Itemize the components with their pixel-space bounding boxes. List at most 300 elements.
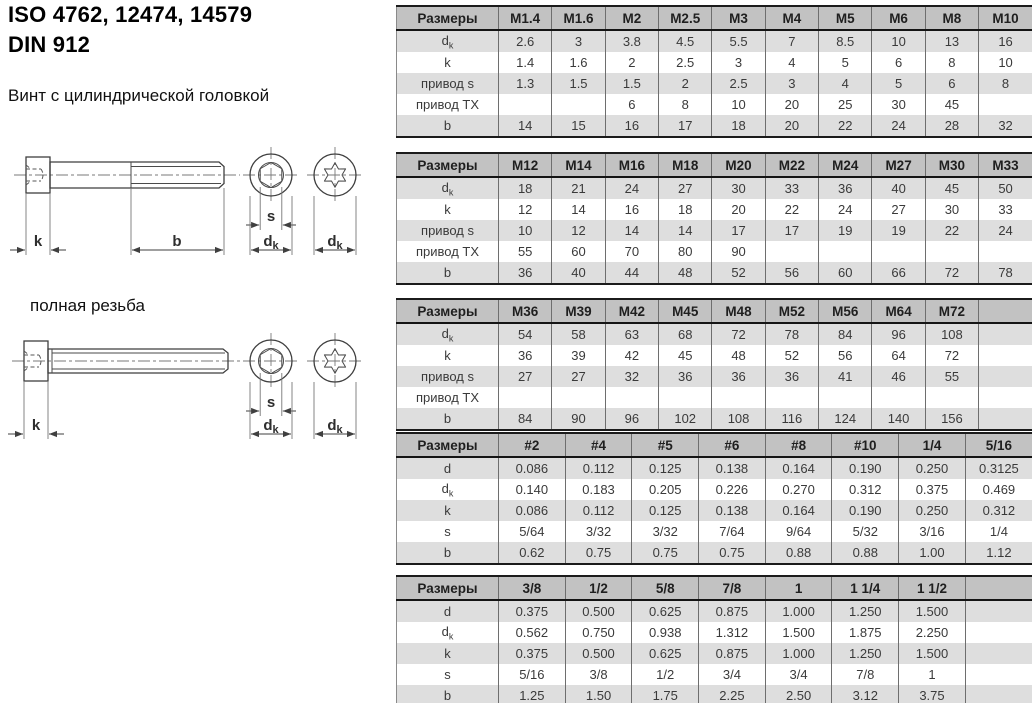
row-label: $d_k$ <box>441 623 454 642</box>
header-row <box>397 153 1033 177</box>
value-cell: 19 <box>872 220 925 241</box>
value-cell: 3/4 <box>765 664 832 685</box>
value-cell: 1.4 <box>499 52 552 73</box>
value-cell: 1.500 <box>899 643 966 664</box>
value-cell <box>712 387 765 408</box>
table-row <box>397 685 1033 703</box>
value-cell: 19 <box>819 220 872 241</box>
value-cell: 2.50 <box>765 685 832 703</box>
table-row <box>397 366 1033 387</box>
table-row <box>397 52 1033 73</box>
value-cell: 40 <box>552 262 605 284</box>
row-label: k <box>397 643 499 664</box>
value-cell: 3.12 <box>832 685 899 703</box>
value-cell: 2 <box>605 52 658 73</box>
value-cell: 36 <box>499 345 552 366</box>
value-cell: 1.00 <box>899 542 966 564</box>
size-col-header: #2 <box>499 433 566 457</box>
row-label: d <box>397 600 499 622</box>
table-row <box>397 542 1033 564</box>
dim-label-dk: $d_k$ <box>327 417 343 436</box>
dimensions-col-header: Размеры <box>397 6 499 30</box>
value-cell: 18 <box>712 115 765 137</box>
row-label: $d_k$ <box>397 323 499 345</box>
value-cell: 7/64 <box>699 521 766 542</box>
value-cell: 1.500 <box>765 622 832 643</box>
value-cell: 156 <box>925 408 978 430</box>
value-cell: 28 <box>925 115 978 137</box>
value-cell: 18 <box>499 177 552 199</box>
value-cell: 3/32 <box>565 521 632 542</box>
value-cell: 18 <box>659 199 712 220</box>
size-col-header: M27 <box>872 153 925 177</box>
value-cell: 14 <box>552 199 605 220</box>
size-col-header: 1 1/2 <box>899 576 966 600</box>
value-cell: 0.125 <box>632 500 699 521</box>
value-cell: 72 <box>925 345 978 366</box>
value-cell: 90 <box>552 408 605 430</box>
value-cell: 68 <box>659 323 712 345</box>
row-label: k <box>444 348 451 363</box>
value-cell <box>965 600 1032 622</box>
value-cell <box>499 94 552 115</box>
value-cell: 27 <box>499 366 552 387</box>
size-col-header: M10 <box>979 6 1032 30</box>
value-cell: 42 <box>605 345 658 366</box>
value-cell: 16 <box>605 199 658 220</box>
value-cell: 0.205 <box>632 479 699 500</box>
size-col-header: M2 <box>605 6 658 30</box>
value-cell: 0.938 <box>632 622 699 643</box>
value-cell: 0.875 <box>699 600 766 622</box>
value-cell: 96 <box>605 408 658 430</box>
value-cell: 30 <box>712 177 765 199</box>
dimension-table-4 <box>396 432 1032 565</box>
value-cell: 1.75 <box>632 685 699 703</box>
value-cell: 5.5 <box>712 30 765 52</box>
value-cell: 8 <box>659 94 712 115</box>
row-label: k <box>397 500 499 521</box>
tables-region <box>396 0 1033 703</box>
row-label: d <box>397 457 499 479</box>
value-cell: 1.50 <box>565 685 632 703</box>
size-col-header: #6 <box>699 433 766 457</box>
value-cell: 3.8 <box>605 30 658 52</box>
table-row <box>397 500 1033 521</box>
table-row <box>397 600 1033 622</box>
size-col-header: M2.5 <box>659 6 712 30</box>
value-cell: 41 <box>819 366 872 387</box>
size-col-header: 5/8 <box>632 576 699 600</box>
hex-socket-end-view <box>243 333 299 439</box>
dimensions-col-header: Размеры <box>397 153 499 177</box>
dim-label-s: s <box>266 208 276 225</box>
row-label: $d_k$ <box>441 480 454 499</box>
value-cell: 116 <box>765 408 818 430</box>
value-cell <box>872 387 925 408</box>
size-col-header: M36 <box>499 299 552 323</box>
value-cell: 22 <box>925 220 978 241</box>
value-cell: 2.6 <box>499 30 552 52</box>
value-cell: 12 <box>499 199 552 220</box>
value-cell: 45 <box>925 177 978 199</box>
table-row <box>397 30 1033 52</box>
value-cell: 84 <box>499 408 552 430</box>
size-col-header: M8 <box>925 6 978 30</box>
value-cell: 36 <box>819 177 872 199</box>
value-cell: 63 <box>605 323 658 345</box>
torx-socket-end-view <box>307 147 363 255</box>
value-cell: 0.75 <box>632 542 699 564</box>
row-label: привод s <box>397 73 499 94</box>
value-cell: 20 <box>765 115 818 137</box>
size-col-header: M42 <box>605 299 658 323</box>
value-cell: 20 <box>712 199 765 220</box>
row-label: b <box>397 262 499 284</box>
value-cell: 0.226 <box>699 479 766 500</box>
table-row <box>397 220 1033 241</box>
value-cell: 52 <box>765 345 818 366</box>
value-cell <box>819 241 872 262</box>
value-cell: 5/16 <box>499 664 566 685</box>
value-cell: 1.875 <box>832 622 899 643</box>
value-cell: 36 <box>765 366 818 387</box>
value-cell: 1/2 <box>632 664 699 685</box>
full-thread-label: полная резьба <box>30 296 145 315</box>
table-row <box>397 408 1033 430</box>
value-cell: 78 <box>979 262 1032 284</box>
value-cell: 8 <box>979 73 1032 94</box>
value-cell: 48 <box>712 345 765 366</box>
header-row <box>397 576 1033 600</box>
value-cell: 1.3 <box>499 73 552 94</box>
header-row <box>397 433 1033 457</box>
value-cell: 0.62 <box>499 542 566 564</box>
size-col-header: #10 <box>832 433 899 457</box>
value-cell: 5 <box>819 52 872 73</box>
row-label: привод TX <box>415 97 480 112</box>
size-col-header: M1.4 <box>499 6 552 30</box>
row-label: привод TX <box>415 390 480 405</box>
value-cell: 46 <box>872 366 925 387</box>
value-cell: 1.500 <box>899 600 966 622</box>
row-label: привод s <box>397 220 499 241</box>
size-col-header: M33 <box>979 153 1032 177</box>
value-cell: 17 <box>659 115 712 137</box>
value-cell: 30 <box>925 199 978 220</box>
size-col-header: M5 <box>819 6 872 30</box>
size-col-header: 1 <box>765 576 832 600</box>
size-col-header <box>979 299 1032 323</box>
value-cell <box>979 387 1032 408</box>
header-row <box>397 299 1033 323</box>
value-cell: 40 <box>872 177 925 199</box>
value-cell: 70 <box>605 241 658 262</box>
value-cell: 1 <box>899 664 966 685</box>
value-cell: 102 <box>659 408 712 430</box>
value-cell <box>979 241 1032 262</box>
value-cell: 78 <box>765 323 818 345</box>
value-cell: 44 <box>605 262 658 284</box>
table-row <box>397 521 1033 542</box>
table-row <box>397 323 1033 345</box>
value-cell <box>552 94 605 115</box>
size-col-header: M12 <box>499 153 552 177</box>
value-cell: 3/16 <box>899 521 966 542</box>
row-label: b <box>397 542 499 564</box>
value-cell: 56 <box>765 262 818 284</box>
value-cell: 25 <box>819 94 872 115</box>
value-cell: 0.500 <box>565 643 632 664</box>
value-cell <box>979 408 1032 430</box>
value-cell: 1.6 <box>552 52 605 73</box>
value-cell: 60 <box>552 241 605 262</box>
value-cell: 4.5 <box>659 30 712 52</box>
value-cell <box>925 387 978 408</box>
value-cell <box>765 387 818 408</box>
table-row <box>397 479 1033 500</box>
value-cell: 3 <box>552 30 605 52</box>
value-cell: 33 <box>765 177 818 199</box>
value-cell <box>965 643 1032 664</box>
value-cell: 64 <box>872 345 925 366</box>
value-cell: 22 <box>819 115 872 137</box>
screw-drawing-partial-thread <box>4 142 386 260</box>
row-label: b <box>397 408 499 430</box>
value-cell: 5/64 <box>499 521 566 542</box>
value-cell: 0.75 <box>565 542 632 564</box>
size-col-header: M48 <box>712 299 765 323</box>
size-col-header: 5/16 <box>965 433 1032 457</box>
value-cell <box>819 387 872 408</box>
table-row <box>397 177 1033 199</box>
screw-side-view <box>10 157 240 255</box>
row-label: $d_k$ <box>397 177 499 199</box>
size-col-header: M56 <box>819 299 872 323</box>
value-cell: 24 <box>819 199 872 220</box>
value-cell: 0.75 <box>699 542 766 564</box>
table-row <box>397 664 1033 685</box>
table-row <box>397 345 1033 366</box>
value-cell: 10 <box>872 30 925 52</box>
value-cell: 45 <box>659 345 712 366</box>
value-cell: 0.375 <box>899 479 966 500</box>
value-cell <box>979 94 1032 115</box>
value-cell: 27 <box>659 177 712 199</box>
value-cell: 0.190 <box>832 500 899 521</box>
value-cell: 0.562 <box>499 622 566 643</box>
value-cell: 6 <box>872 52 925 73</box>
value-cell <box>965 685 1032 703</box>
value-cell: 1.250 <box>832 600 899 622</box>
value-cell: 1.250 <box>832 643 899 664</box>
dim-label-s: s <box>266 394 276 411</box>
value-cell <box>765 241 818 262</box>
table-row <box>397 622 1033 643</box>
dim-label-b: b <box>172 233 182 250</box>
row-label: привод TX <box>415 244 480 259</box>
value-cell: 0.625 <box>632 643 699 664</box>
dimension-table-1 <box>396 5 1032 138</box>
size-col-header: M30 <box>925 153 978 177</box>
dim-label-k: k <box>33 233 43 250</box>
value-cell <box>925 241 978 262</box>
size-col-header: 3/8 <box>499 576 566 600</box>
value-cell: 60 <box>819 262 872 284</box>
value-cell: 0.190 <box>832 457 899 479</box>
product-name: Винт с цилиндрической головкой <box>8 86 270 105</box>
value-cell: 96 <box>872 323 925 345</box>
size-col-header: #8 <box>765 433 832 457</box>
standards-title-iso: ISO 4762, 12474, 14579 <box>8 2 253 27</box>
value-cell: 3.75 <box>899 685 966 703</box>
value-cell: 108 <box>925 323 978 345</box>
size-col-header: #5 <box>632 433 699 457</box>
value-cell: 0.312 <box>965 500 1032 521</box>
value-cell: 45 <box>925 94 978 115</box>
size-col-header: 1/4 <box>899 433 966 457</box>
value-cell: 10 <box>499 220 552 241</box>
value-cell: 72 <box>925 262 978 284</box>
value-cell: 24 <box>872 115 925 137</box>
value-cell <box>979 323 1032 345</box>
value-cell: 55 <box>925 366 978 387</box>
value-cell: 108 <box>712 408 765 430</box>
value-cell: 1/4 <box>965 521 1032 542</box>
size-col-header: M64 <box>872 299 925 323</box>
value-cell: 2.5 <box>659 52 712 73</box>
value-cell: 13 <box>925 30 978 52</box>
value-cell: 50 <box>979 177 1032 199</box>
dim-label-dk: $d_k$ <box>263 417 279 436</box>
value-cell: 1.25 <box>499 685 566 703</box>
value-cell: 0.086 <box>499 457 566 479</box>
value-cell: 14 <box>659 220 712 241</box>
value-cell <box>979 345 1032 366</box>
size-col-header: M72 <box>925 299 978 323</box>
size-col-header: M52 <box>765 299 818 323</box>
torx-socket-end-view <box>307 333 363 439</box>
size-col-header: M20 <box>712 153 765 177</box>
size-col-header: M3 <box>712 6 765 30</box>
table-row <box>397 262 1033 284</box>
dimension-table-2 <box>396 152 1032 285</box>
size-col-header: 1 1/4 <box>832 576 899 600</box>
value-cell: 1.5 <box>605 73 658 94</box>
value-cell <box>605 387 658 408</box>
value-cell: 1.312 <box>699 622 766 643</box>
row-label: s <box>444 667 451 682</box>
value-cell: 0.086 <box>499 500 566 521</box>
value-cell: 7/8 <box>832 664 899 685</box>
value-cell: 36 <box>659 366 712 387</box>
dim-label-k: k <box>31 417 41 434</box>
value-cell: 0.140 <box>499 479 566 500</box>
value-cell: 33 <box>979 199 1032 220</box>
value-cell: 0.125 <box>632 457 699 479</box>
table-row <box>397 241 1033 262</box>
value-cell: 0.312 <box>832 479 899 500</box>
value-cell: 0.138 <box>699 500 766 521</box>
value-cell: 84 <box>819 323 872 345</box>
size-col-header: M45 <box>659 299 712 323</box>
value-cell: 140 <box>872 408 925 430</box>
value-cell: 1.000 <box>765 643 832 664</box>
value-cell: 39 <box>552 345 605 366</box>
value-cell: 4 <box>765 52 818 73</box>
row-label: $d_k$ <box>397 30 499 52</box>
value-cell: 32 <box>605 366 658 387</box>
value-cell: 0.250 <box>899 500 966 521</box>
value-cell: 0.164 <box>765 500 832 521</box>
value-cell: 3 <box>712 52 765 73</box>
value-cell <box>965 664 1032 685</box>
value-cell: 2 <box>659 73 712 94</box>
value-cell: 80 <box>659 241 712 262</box>
row-label: k <box>444 202 451 217</box>
value-cell: 2.25 <box>699 685 766 703</box>
value-cell: 72 <box>712 323 765 345</box>
size-col-header: M39 <box>552 299 605 323</box>
value-cell: 8 <box>925 52 978 73</box>
value-cell <box>872 241 925 262</box>
table-row <box>397 73 1033 94</box>
size-col-header: M6 <box>872 6 925 30</box>
value-cell: 17 <box>765 220 818 241</box>
value-cell: 1.5 <box>552 73 605 94</box>
value-cell: 36 <box>712 366 765 387</box>
dimensions-col-header: Размеры <box>397 576 499 600</box>
screw-drawing-full-thread <box>4 326 386 444</box>
value-cell: 7 <box>765 30 818 52</box>
dimension-table-5 <box>396 575 1032 703</box>
size-col-header: M16 <box>605 153 658 177</box>
size-col-header: M1.6 <box>552 6 605 30</box>
table-row <box>397 115 1033 137</box>
value-cell: 16 <box>605 115 658 137</box>
value-cell <box>979 366 1032 387</box>
value-cell: 52 <box>712 262 765 284</box>
value-cell: 0.270 <box>765 479 832 500</box>
value-cell <box>552 387 605 408</box>
value-cell: 27 <box>552 366 605 387</box>
value-cell <box>499 387 552 408</box>
value-cell: 66 <box>872 262 925 284</box>
value-cell: 36 <box>499 262 552 284</box>
size-col-header: M22 <box>765 153 818 177</box>
dim-label-dk: $d_k$ <box>263 233 279 252</box>
value-cell <box>965 622 1032 643</box>
value-cell: 12 <box>552 220 605 241</box>
value-cell: 55 <box>499 241 552 262</box>
table-row <box>397 387 1033 408</box>
value-cell: 30 <box>872 94 925 115</box>
value-cell: 14 <box>605 220 658 241</box>
table-row <box>397 643 1033 664</box>
value-cell: 0.469 <box>965 479 1032 500</box>
value-cell: 0.500 <box>565 600 632 622</box>
row-label: s <box>444 524 451 539</box>
value-cell: 3/32 <box>632 521 699 542</box>
value-cell: 0.375 <box>499 643 566 664</box>
size-col-header: 1/2 <box>565 576 632 600</box>
standards-title-din: DIN 912 <box>8 32 91 57</box>
value-cell: 16 <box>979 30 1032 52</box>
value-cell: 0.375 <box>499 600 566 622</box>
value-cell: 90 <box>712 241 765 262</box>
value-cell: 0.750 <box>565 622 632 643</box>
size-col-header: M14 <box>552 153 605 177</box>
